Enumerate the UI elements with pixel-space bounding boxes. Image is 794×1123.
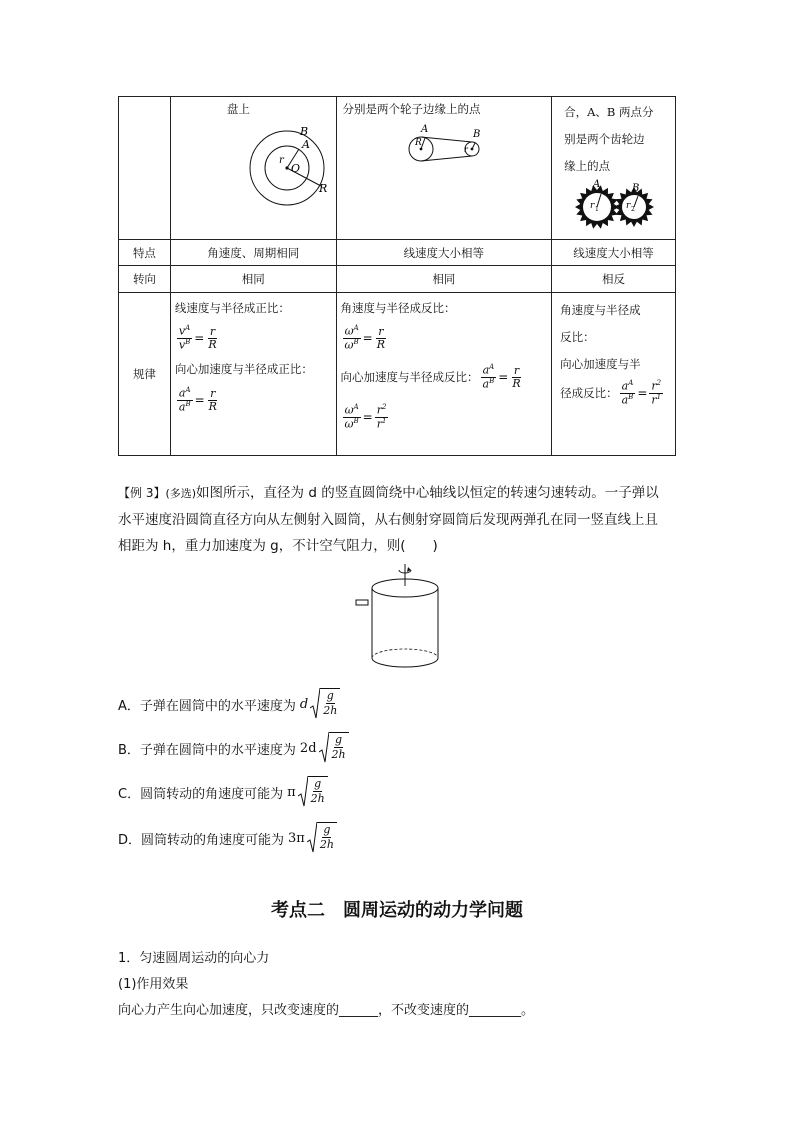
- formula-wA-wB: $\frac{\omega^A}{\omega^B}$ = $\frac{r}{R}$: [344, 324, 386, 352]
- table-cell-coaxial: [170, 97, 336, 240]
- label-A: A: [301, 138, 310, 151]
- section-heading: 考点二 圆周运动的动力学问题: [271, 900, 523, 921]
- table-cell-gears: [552, 97, 676, 240]
- formula-wA-wB-sq: $\frac{\omega^A}{\omega^B}$ = $\frac{r^2}{r^1}$: [344, 403, 387, 431]
- example-tag: 【例 3】: [118, 486, 166, 500]
- label-R: R: [414, 138, 422, 148]
- table-cell: 相同: [336, 266, 552, 293]
- rule-text: 角速度与半径成: [560, 303, 641, 317]
- option-c: C．圆筒转动的角速度可能为 π g 2h: [118, 776, 328, 808]
- cell-text: 盘上: [226, 102, 250, 116]
- label-A: A: [420, 124, 428, 135]
- label-r1-sub: 1: [595, 206, 599, 213]
- label-r2-sub: 2: [631, 206, 635, 213]
- option-b: B．子弹在圆筒中的水平速度为 2d g 2h: [118, 732, 349, 764]
- sqrt-expression: g 2h: [319, 732, 349, 764]
- table-cell: 线速度大小相等: [336, 240, 552, 266]
- example-text: 水平速度沿圆筒直径方向从左侧射入圆筒，从右侧射穿圆筒后发现两弹孔在同一竖直线上且: [118, 512, 658, 528]
- example-3: [118, 480, 678, 559]
- sqrt-expression: g 2h: [298, 776, 328, 808]
- label-R: R: [318, 182, 328, 195]
- table-cell: 线速度大小相等: [552, 240, 676, 266]
- formula-vA-vB: $\frac{v^A}{v^B}$ = $\frac{r}{R}$: [178, 324, 217, 352]
- label-O: O: [290, 162, 300, 175]
- formula-row: 径成反比： $\frac{a^A}{a^B}$ = $\frac{r^2}{r^1}$: [560, 379, 662, 407]
- table-row-rule: [119, 293, 676, 456]
- cell-text: 分别是两个轮子边缘上的点: [342, 102, 481, 116]
- table-cell-rule-3: [552, 293, 676, 456]
- rule-text: 向心加速度与半径成正比：: [174, 362, 313, 376]
- row-label: 转向: [119, 266, 171, 293]
- label-B: B: [299, 125, 308, 138]
- rule-text: 角速度与半径成反比：: [340, 301, 456, 315]
- row-label: 特点: [119, 240, 171, 266]
- belt-pulley-figure: [337, 97, 553, 239]
- table-cell-rule-2: [336, 293, 552, 456]
- cell-text: 别是两个齿轮边: [564, 132, 645, 146]
- comparison-table: [118, 96, 676, 456]
- list-item: 1．匀速圆周运动的向心力: [118, 951, 270, 966]
- table-cell-empty: [119, 97, 171, 240]
- gears-figure: [552, 97, 676, 239]
- table-cell: 相同: [170, 266, 336, 293]
- table-cell-rule-1: [170, 293, 336, 456]
- table-cell: 角速度、周期相同: [170, 240, 336, 266]
- rule-text: 向心加速度与半: [560, 357, 641, 371]
- sqrt-expression: g 2h: [310, 688, 340, 720]
- table-cell-belt: [336, 97, 552, 240]
- formula-row: 向心加速度与半径成反比： $\frac{a^A}{a^B}$ = $\frac{r}{R}$: [340, 363, 521, 391]
- label-r2: r: [626, 201, 631, 211]
- option-a: A．子弹在圆筒中的水平速度为 d g 2h: [118, 688, 340, 720]
- example-tag-small: (多选): [165, 487, 197, 500]
- paragraph: 向心力产生向心加速度，只改变速度的______，不改变速度的________。: [118, 1003, 535, 1018]
- table-row-figures: [119, 97, 676, 240]
- label-B: B: [632, 183, 640, 194]
- label-r1: r: [590, 201, 595, 211]
- rule-text: 径成反比：: [560, 385, 618, 400]
- label-r: r: [463, 145, 468, 154]
- example-text: 如图所示，直径为 d 的竖直圆筒绕中心轴线以恒定的转速匀速转动。一子弹以: [196, 485, 659, 501]
- coaxial-disk-figure: [171, 97, 337, 239]
- bullet-icon: [356, 600, 368, 605]
- label-r: r: [278, 155, 284, 166]
- label-B: B: [472, 129, 480, 140]
- rule-text: 反比：: [560, 330, 595, 344]
- sqrt-expression: g 2h: [307, 822, 337, 854]
- rule-text: 线速度与半径成正比：: [174, 301, 290, 315]
- label-A: A: [593, 179, 601, 190]
- table-cell: 相反: [552, 266, 676, 293]
- option-d: D．圆筒转动的角速度可能为 3π g 2h: [118, 822, 337, 854]
- cell-text: 合，A、B 两点分: [564, 105, 654, 119]
- rotating-cylinder-figure: [350, 562, 450, 674]
- rule-text: 向心加速度与半径成反比：: [340, 370, 479, 384]
- example-text: 相距为 h，重力加速度为 g，不计空气阻力，则( ): [118, 538, 438, 554]
- row-label: 规律: [119, 293, 171, 456]
- cell-text: 缘上的点: [564, 159, 611, 173]
- formula-aA-aB: $\frac{a^A}{a^B}$ = $\frac{r}{R}$: [178, 386, 217, 414]
- table-row-feature: [119, 240, 676, 266]
- list-subitem: (1)作用效果: [118, 977, 189, 992]
- table-row-direction: [119, 266, 676, 293]
